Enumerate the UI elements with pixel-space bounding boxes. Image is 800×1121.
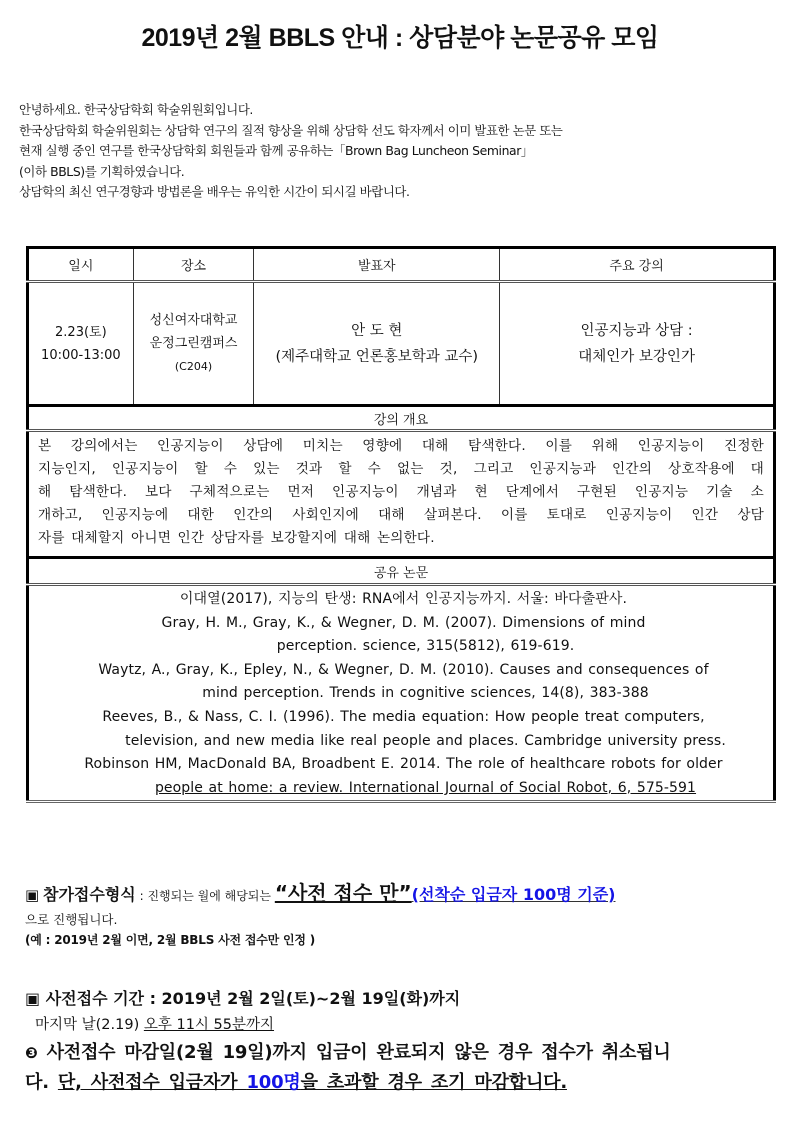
paper-citation-continued: people at home: a review. International Journal of Social Robot, 6, 575-591 (154, 779, 697, 796)
overview-title: 강의 개요 (28, 406, 775, 431)
registration-capacity-note: (선착순 입금자 100명 기준) (411, 885, 616, 904)
registration-section (25, 876, 785, 950)
papers-title: 공유 논문 (28, 558, 775, 585)
warning-line2 (25, 1068, 785, 1098)
preregistration-section (25, 986, 785, 1098)
registration-example: (예 : 2019년 2월 이면, 2월 BBLS 사전 접수만 인정 ) (25, 933, 316, 947)
date: 2.23(토) (55, 324, 107, 340)
circled-number-icon: ❸ (25, 1044, 38, 1062)
square-bullet-icon: ▣ (25, 886, 40, 904)
registration-line2: 으로 진행됩니다. (25, 912, 118, 927)
page-title: 2019년 2월 BBLS 안내 : 상담분야 논문공유 모임 (141, 24, 659, 52)
registration-label: 참가접수형식 (43, 885, 136, 904)
overview-body-row (28, 431, 775, 558)
preregistration-period-line (25, 986, 785, 1012)
overview-line: 해 탐색한다. 보다 구체적으로는 먼저 인공지능이 개념과 현 단계에서 구현된 인공지능 기술 소 (38, 484, 764, 500)
overview-line: 개하고, 인공지능에 대한 인간의 사회인지에 대해 살펴본다. 이를 토대로 인공지능이 인간 상담 (38, 507, 764, 523)
early-close-notice (58, 1072, 567, 1093)
overview-line: 본 강의에서는 인공지능이 상담에 미치는 영향에 대해 탐색한다. 이를 위해 인공지능이 진정한 (38, 438, 764, 454)
last-day-line (25, 1012, 785, 1038)
header-speaker: 발표자 (254, 248, 500, 282)
lecture-title-line2: 대체인가 보강인가 (578, 348, 695, 365)
intro-line: (이하 BBLS)를 기획하였습니다. (19, 163, 185, 179)
preregistration-period: 사전접수 기간 : 2019년 2월 2일(토)~2월 19일(화)까지 (45, 989, 461, 1008)
intro-line: 상담학의 최신 연구경향과 방법론을 배우는 유익한 시간이 되시길 바랍니다. (19, 184, 410, 199)
warning-text: 사전접수 마감일(2월 19일)까지 입금이 완료되지 않은 경우 접수가 취소됩니 (46, 1042, 671, 1063)
paper-citation-continued: mind perception. Trends in cognitive sciences, 14(8), 383-388 (202, 685, 649, 702)
datetime-cell (28, 282, 134, 406)
early-close-text: 을 초과할 경우 조기 마감합니다. (300, 1072, 567, 1093)
early-close-text: 단, 사전접수 입금자가 (57, 1072, 247, 1093)
paper-citation-continued: perception. science, 315(5812), 619-619. (276, 638, 575, 655)
venue-name: 성신여자대학교 (149, 313, 238, 328)
papers-header-row (28, 558, 775, 585)
seminar-table (26, 246, 776, 803)
paper-citation: 이대열(2017), 지능의 탄생: RNA에서 인공지능까지. 서울: 바다출판사. (179, 591, 628, 607)
overview-text (28, 431, 775, 558)
lecture-cell (500, 282, 775, 406)
last-day-label: 마지막 날(2.19) (35, 1017, 144, 1033)
intro-line: 한국상담학회 학술위원회는 상담학 연구의 질적 향상을 위해 상담학 선도 학자께서 이미 발표한 논문 또는 (19, 122, 563, 138)
square-bullet-icon: ▣ (25, 989, 41, 1008)
last-day-deadline: 오후 11시 55분까지 (143, 1017, 275, 1033)
header-datetime: 일시 (28, 248, 134, 282)
overview-header-row (28, 406, 775, 431)
speaker-cell (254, 282, 500, 406)
table-row (28, 282, 775, 406)
warning-text-prefix: 다. (25, 1072, 58, 1093)
overview-line: 지능인지, 인공지능이 할 수 있는 것과 할 수 없는 것, 그리고 인공지능과 인간의 상호작용에 대 (38, 461, 764, 477)
venue-campus: 운정그린캠퍼스 (149, 336, 238, 351)
registration-desc: : 진행되는 월에 해당되는 (135, 889, 275, 903)
header-lecture: 주요 강의 (500, 248, 775, 282)
paper-citation: Reeves, B., & Nass, C. I. (1996). The media equation: How people treat computers, (102, 708, 705, 725)
paper-citation-continued: television, and new media like real people and places. Cambridge university press. (125, 732, 726, 749)
registration-line (25, 876, 785, 910)
speaker-affiliation: (제주대학교 언론홍보학과 교수) (275, 348, 479, 365)
paper-citation: Waytz, A., Gray, K., Epley, N., & Wegner, D. M. (2010). Causes and consequences of (98, 661, 709, 678)
venue-cell (133, 282, 254, 406)
warning-line (25, 1038, 785, 1068)
paper-citation: Gray, H. M., Gray, K., & Wegner, D. M. (2007). Dimensions of mind (161, 614, 646, 631)
intro-paragraph (19, 100, 779, 203)
paper-citation: Robinson HM, MacDonald BA, Broadbent E. 2014. The role of healthcare robots for older (84, 756, 723, 773)
venue-room: (C204) (174, 360, 213, 373)
lecture-title-line1: 인공지능과 상담 : (580, 322, 693, 339)
table-header-row (28, 248, 775, 282)
overview-line: 자를 대체할지 아니면 인간 상담자를 보강할지에 대해 논의한다. (38, 530, 435, 546)
header-venue: 장소 (133, 248, 254, 282)
time: 10:00-13:00 (41, 347, 121, 363)
papers-list (28, 585, 775, 802)
papers-body-row (28, 585, 775, 802)
speaker-name: 안 도 현 (351, 322, 403, 339)
registration-emphasis: “사전 접수 만” (274, 881, 412, 905)
intro-line: 현재 실행 중인 연구를 한국상담학회 회원들과 함께 공유하는「Brown Bag Luncheon Seminar」 (19, 143, 533, 158)
intro-line: 안녕하세요. 한국상담학회 학술위원회입니다. (19, 102, 253, 117)
capacity-count: 100명 (246, 1072, 301, 1093)
